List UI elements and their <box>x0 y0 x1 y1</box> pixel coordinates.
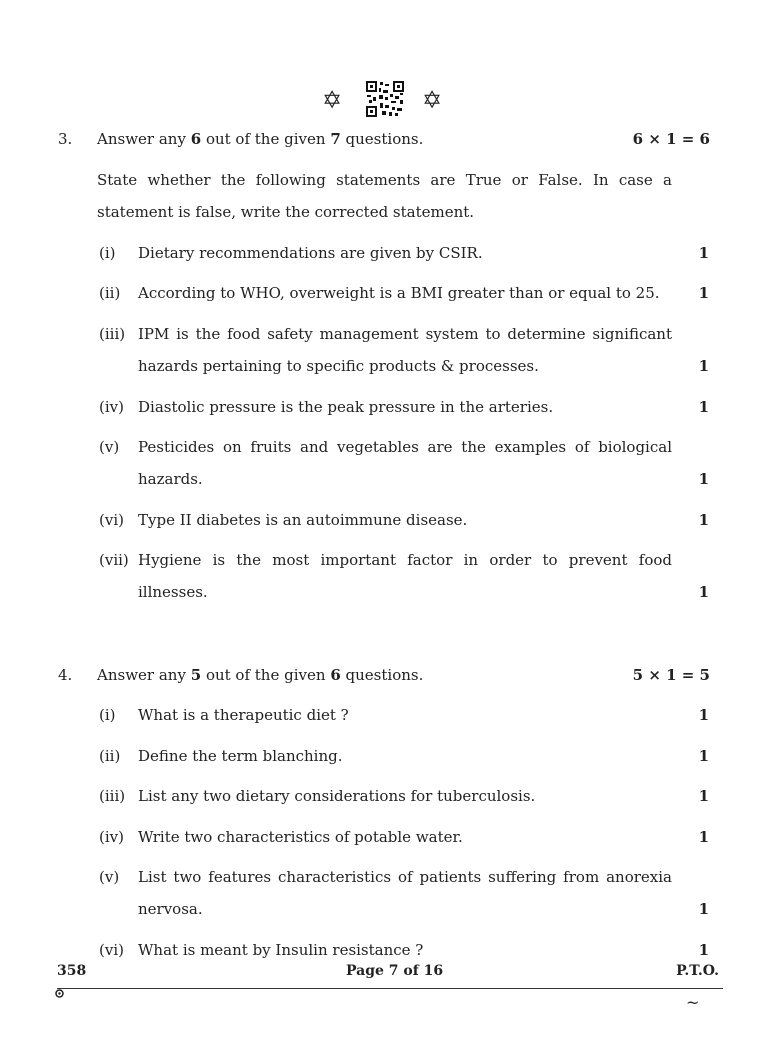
q3-instruction-mid: out of the given <box>205 130 326 148</box>
page-number: Page 7 of 16 <box>346 963 444 979</box>
q4-item-mark: 1 <box>698 900 709 918</box>
q3-item-mark: 1 <box>698 511 709 529</box>
q3-item-mark: 1 <box>698 284 709 302</box>
q3-statement-line2: statement is false, write the corrected statement. <box>97 203 475 221</box>
q3-instruction-n: 6 <box>190 130 202 148</box>
q4-item-text: List two features characteristics of patients suffering from anorexia <box>138 868 672 886</box>
q4-item-label: (i) <box>99 706 116 724</box>
q3-item-label: (iv) <box>99 398 124 416</box>
q4-item-mark: 1 <box>698 828 709 846</box>
q3-item-mark: 1 <box>698 398 709 416</box>
q4-item-text: Define the term blanching. <box>138 747 343 765</box>
q4-number: 4. <box>58 666 73 684</box>
q3-item-text: Type II diabetes is an autoimmune disease. <box>138 511 468 529</box>
footer-rule <box>57 988 723 989</box>
q4-item-mark: 1 <box>698 787 709 805</box>
q3-item-label: (vi) <box>99 511 124 529</box>
q4-instruction <box>97 665 423 685</box>
q3-item-text: According to WHO, overweight is a BMI greater than or equal to 25. <box>138 284 660 302</box>
q3-item-text: Hygiene is the most important factor in order to prevent food <box>138 551 672 569</box>
q3-item-label: (v) <box>99 438 120 456</box>
q3-item-label: (i) <box>99 244 116 262</box>
q3-item-label: (iii) <box>99 325 126 343</box>
q3-instruction <box>97 129 423 149</box>
q3-item-label: (ii) <box>99 284 121 302</box>
q4-item-text-cont: nervosa. <box>138 900 203 918</box>
pto-label: P.T.O. <box>676 963 719 979</box>
q4-instruction-mid: out of the given <box>205 666 326 684</box>
q3-item-text: Dietary recommendations are given by CSIR. <box>138 244 483 262</box>
q3-item-text-cont: illnesses. <box>138 583 208 601</box>
q3-statement-line1: State whether the following statements are True or False. In case a <box>97 171 672 189</box>
q3-instruction-total: 7 <box>330 130 341 148</box>
q4-item-text: Write two characteristics of potable water. <box>138 828 463 846</box>
q4-item-mark: 1 <box>698 747 709 765</box>
q4-instruction-prefix: Answer any <box>97 666 186 684</box>
paper-code: 358 <box>57 963 87 979</box>
q4-item-mark: 1 <box>698 941 709 959</box>
qr-code-icon <box>365 80 405 118</box>
q3-item-text: Diastolic pressure is the peak pressure in the arteries. <box>138 398 554 416</box>
q3-item-text: Pesticides on fruits and vegetables are the examples of biological <box>138 438 672 456</box>
q4-item-label: (iii) <box>99 787 126 805</box>
star-of-david-icon-right: ✡ <box>422 86 443 114</box>
q4-item-mark: 1 <box>698 706 709 724</box>
q3-instruction-prefix: Answer any <box>97 130 186 148</box>
q3-number: 3. <box>58 130 73 148</box>
q4-item-text: What is meant by Insulin resistance ? <box>138 941 424 959</box>
q4-item-label: (vi) <box>99 941 124 959</box>
q3-item-text: IPM is the food safety management system to determine significant <box>138 325 672 343</box>
q4-item-text: List any two dietary considerations for tuberculosis. <box>138 787 536 805</box>
q4-marks: 5 × 1 = 5 <box>632 666 710 684</box>
q3-item-mark: 1 <box>698 470 709 488</box>
q4-item-label: (ii) <box>99 747 121 765</box>
q3-item-mark: 1 <box>698 583 709 601</box>
corner-mark: ~ <box>686 993 700 1012</box>
q3-item-mark: 1 <box>698 357 709 375</box>
q4-item-text: What is a therapeutic diet ? <box>138 706 349 724</box>
q3-instruction-suffix: questions. <box>345 130 424 148</box>
q3-marks: 6 × 1 = 6 <box>632 130 710 148</box>
q4-item-label: (v) <box>99 868 120 886</box>
star-of-david-icon-left: ✡ <box>322 86 343 114</box>
q3-item-label: (vii) <box>99 551 129 569</box>
q4-item-label: (iv) <box>99 828 124 846</box>
q3-item-mark: 1 <box>698 244 709 262</box>
q4-instruction-suffix: questions. <box>345 666 424 684</box>
q4-instruction-n: 5 <box>190 666 202 684</box>
q3-item-text-cont: hazards pertaining to specific products & processes. <box>138 357 539 375</box>
q3-item-text-cont: hazards. <box>138 470 203 488</box>
q4-instruction-total: 6 <box>330 666 341 684</box>
